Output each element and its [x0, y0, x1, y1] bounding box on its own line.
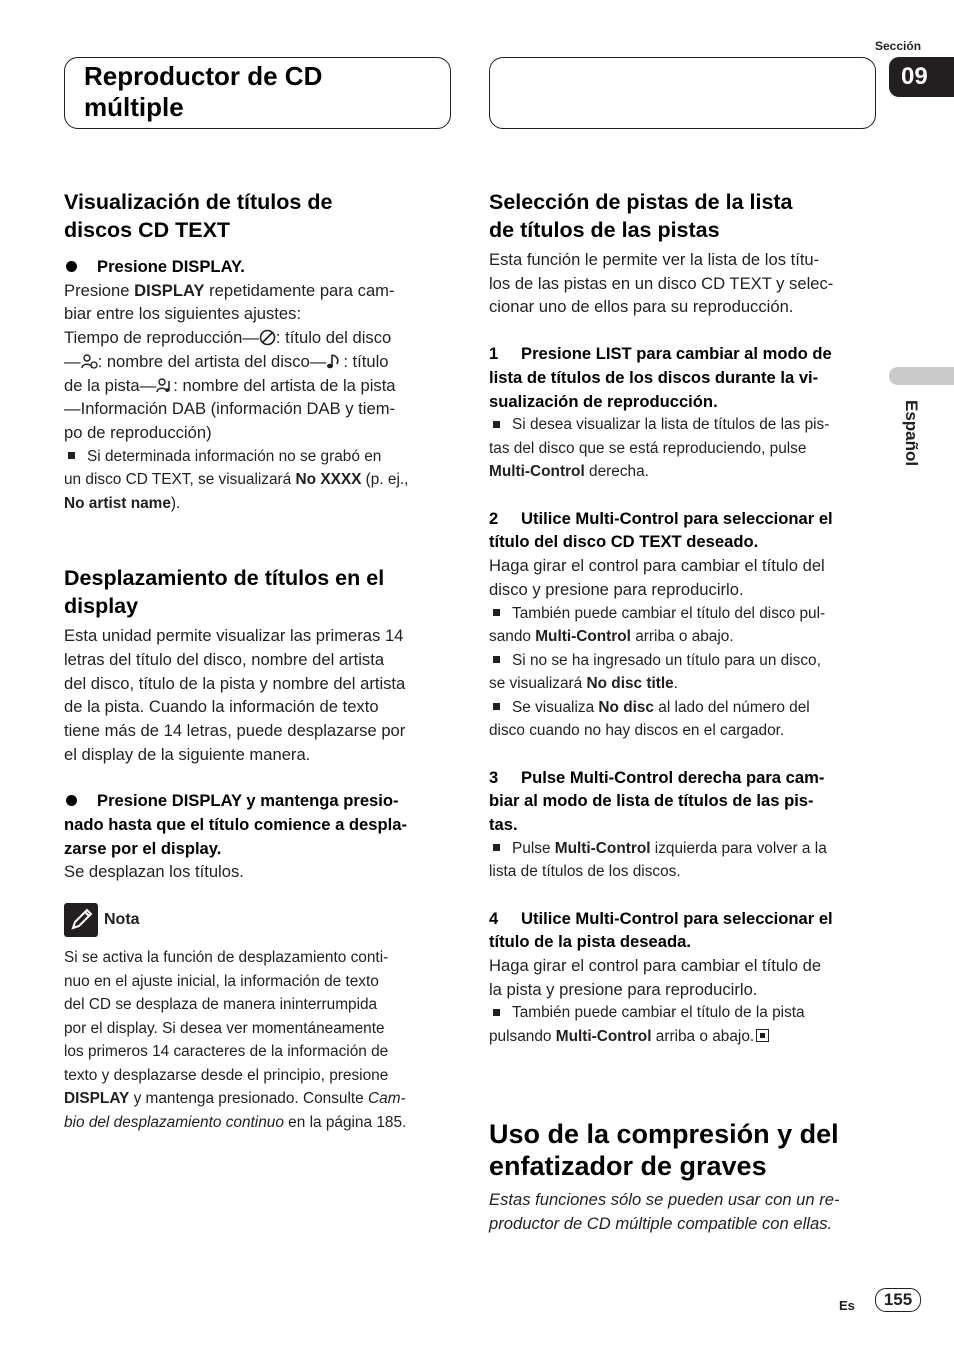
heading-visualizacion: [64, 188, 454, 244]
note-text: [64, 946, 454, 1134]
left-column: [64, 188, 454, 1134]
paragraph: cionar uno de ellos para su reproducción.: [489, 297, 794, 317]
heading-uso-l2: enfatizador de graves: [489, 1151, 767, 1182]
note-label: Nota: [104, 911, 140, 929]
bold-text: No disc: [598, 698, 654, 716]
bullet-line: [64, 789, 454, 813]
note-square-icon: [493, 844, 500, 851]
bold-text: No disc title: [586, 675, 674, 693]
paragraph: los primeros 14 caracteres de la información de: [64, 1043, 389, 1061]
cross-reference-link[interactable]: bio del desplazamiento continuo: [64, 1113, 284, 1131]
text: Si desea visualizar la lista de títulos de las pis-: [512, 416, 830, 434]
heading-desplazamiento-l1: Desplazamiento de títulos en el: [64, 566, 385, 591]
bold-text: Multi-Control: [489, 463, 585, 481]
note-header: [64, 903, 454, 937]
paragraph: los de las pistas en un disco CD TEXT y selec-: [489, 273, 834, 293]
step-line: título de la pista deseada.: [489, 932, 691, 952]
text: sando: [489, 628, 536, 646]
text: : título del disco: [275, 328, 392, 348]
bullet-dot-icon: [66, 795, 77, 806]
bullet-step-scroll: [64, 789, 454, 860]
bold-text: Multi-Control: [555, 1027, 652, 1045]
track-artist-icon: [156, 377, 173, 394]
bullet-line: zarse por el display.: [64, 838, 222, 858]
text: un disco CD TEXT, se visualizará: [64, 471, 296, 489]
paragraph: disco y presione para reproducirlo.: [489, 579, 744, 599]
step-1: [489, 342, 879, 413]
paragraph: del CD se desplaza de manera ininterrumpida: [64, 996, 378, 1014]
paragraph: por el display. Si desea ver momentáneamente: [64, 1019, 385, 1037]
bullet-step: [64, 255, 454, 279]
text: Si no se ha ingresado un título para un disco,: [512, 651, 821, 669]
step-2-notes: [489, 602, 879, 743]
text: se visualizará: [489, 675, 587, 693]
note-item: [489, 625, 879, 649]
text: en la página 185.: [283, 1113, 407, 1131]
step-line: biar al modo de lista de títulos de las pis-: [489, 791, 814, 811]
step-line: lista de títulos de los discos durante la vi-: [489, 367, 819, 387]
step-line: [489, 342, 879, 366]
paragraph: [64, 279, 454, 303]
step-4-note: [489, 1001, 879, 1048]
paragraph: Estas funciones sólo se pueden usar con un re-: [489, 1190, 840, 1210]
paragraph: letras del título del disco, nombre del artista: [64, 649, 385, 669]
note-square-icon: [493, 421, 500, 428]
heading-seleccion-l2: de títulos de las pistas: [489, 218, 720, 242]
text: derecha.: [584, 463, 649, 481]
step-number: 1: [489, 344, 499, 364]
note-item: tas del disco que se está reproduciendo, pulse: [489, 439, 807, 457]
language-label: Español: [902, 400, 921, 467]
text: (p. ej.,: [361, 471, 409, 489]
section-badge: 09: [889, 57, 954, 97]
note-item-cont: [64, 468, 454, 492]
paragraph: Esta unidad permite visualizar las primeras 14: [64, 626, 404, 646]
heading-visualizacion-l2: discos CD TEXT: [64, 218, 231, 242]
text: Pulse: [512, 839, 555, 857]
paragraph: biar entre los siguientes ajustes:: [64, 304, 302, 324]
step-line: [489, 507, 879, 531]
paragraph: Si se activa la función de desplazamiento conti-: [64, 949, 389, 967]
bullet-text: Presione DISPLAY.: [97, 257, 245, 276]
note-item: [489, 837, 879, 861]
paragraph-block: [64, 624, 454, 766]
text: —: [64, 351, 81, 371]
text: Se visualiza: [512, 698, 599, 716]
bold-text: DISPLAY: [134, 280, 205, 300]
paragraph: [64, 1087, 454, 1111]
heading-seleccion: [489, 188, 879, 244]
paragraph: el display de la siguiente manera.: [64, 744, 311, 764]
text: Tiempo de reproducción—: [64, 328, 259, 348]
disc-title-icon: [259, 329, 276, 346]
note-item: [489, 672, 879, 696]
note-item: [489, 460, 879, 484]
track-title-icon: [326, 353, 343, 370]
language-tab: [889, 367, 954, 385]
heading-uso-l1: Uso de la compresión y del: [489, 1119, 839, 1150]
note-item: lista de títulos de los discos.: [489, 863, 681, 881]
header-empty-box: [489, 57, 876, 129]
heading-visualizacion-l1: Visualización de títulos de: [64, 190, 333, 214]
note-square-icon: [493, 656, 500, 663]
paragraph: productor de CD múltiple compatible con ellas.: [489, 1214, 833, 1234]
text: y mantenga presionado. Consulte: [129, 1090, 369, 1108]
text: pulsando: [489, 1027, 556, 1045]
text: : título: [343, 351, 389, 371]
paragraph: Haga girar el control para cambiar el título del: [489, 556, 825, 576]
text: Pulse Multi-Control derecha para cam-: [521, 767, 825, 787]
paragraph: po de reproducción): [64, 422, 212, 442]
step-number: 3: [489, 767, 499, 787]
paragraph: tiene más de 14 letras, puede desplazarse por: [64, 720, 406, 740]
bullet-dot-icon: [66, 261, 77, 272]
note-item: [489, 602, 879, 626]
text: También puede cambiar el título del disco pul-: [512, 604, 826, 622]
text: izquierda para volver a la: [650, 839, 827, 857]
text: También puede cambiar el título de la pista: [512, 1004, 805, 1022]
bold-text: No XXXX: [295, 471, 362, 489]
page-title-line2: múltiple: [84, 92, 184, 122]
pencil-note-icon: [64, 903, 98, 937]
text: arriba o abajo.: [651, 1027, 755, 1045]
italic-text: Cam-: [368, 1090, 406, 1108]
note-item: [489, 1025, 879, 1049]
bold-text: Multi-Control: [535, 628, 631, 646]
end-mark-icon: [756, 1029, 769, 1042]
note-item: [489, 413, 879, 437]
page-title: [84, 61, 322, 123]
paragraph: Esta función le permite ver la lista de los títu-: [489, 250, 820, 269]
note-square-icon: [493, 703, 500, 710]
bold-text: No artist name: [64, 494, 171, 512]
text: Presione: [64, 280, 135, 300]
text: Presione LIST para cambiar al modo de: [521, 344, 832, 364]
text: Si determinada información no se grabó en: [87, 447, 382, 465]
note-item: [489, 649, 879, 673]
paragraph: [64, 350, 454, 374]
paragraph: Haga girar el control para cambiar el título de: [489, 956, 822, 976]
step-3-note: [489, 837, 879, 884]
bullet-line: nado hasta que el título comience a despla-: [64, 815, 408, 835]
text: Utilice Multi-Control para seleccionar el: [521, 508, 833, 528]
bold-text: Multi-Control: [554, 839, 651, 857]
right-column: [489, 188, 879, 1236]
heading-desplazamiento-l2: display: [64, 594, 139, 619]
disc-artist-icon: [81, 353, 98, 370]
paragraph: texto y desplazarse desde el principio, presione: [64, 1066, 389, 1084]
paragraph-block: [489, 248, 879, 319]
step-line: sualización de reproducción.: [489, 391, 718, 411]
paragraph: —Información DAB (información DAB y tiem-: [64, 399, 396, 419]
text: arriba o abajo.: [630, 628, 734, 646]
text: : nombre del artista de la pista: [173, 375, 396, 395]
paragraph: del disco, título de la pista y nombre del artista: [64, 673, 406, 693]
paragraph: la pista y presione para reproducirlo.: [489, 979, 758, 999]
heading-seleccion-l1: Selección de pistas de la lista: [489, 190, 793, 214]
text: : nombre del artista del disco—: [97, 351, 327, 371]
text: al lado del número del: [654, 698, 810, 716]
text: ).: [170, 494, 181, 512]
text: Presione DISPLAY y mantenga presio-: [97, 791, 399, 811]
paragraph: Se desplazan los títulos.: [64, 862, 244, 882]
step-line: [489, 907, 879, 931]
text: .: [673, 675, 679, 693]
bold-text: DISPLAY: [64, 1090, 130, 1108]
footer-lang-code: Es: [839, 1298, 855, 1313]
intro-italic: [489, 1188, 879, 1235]
step-1-note: [489, 413, 879, 484]
paragraph: nuo en el ajuste inicial, la información de texto: [64, 972, 379, 990]
note-square-icon: [493, 609, 500, 616]
text: de la pista—: [64, 375, 157, 395]
paragraph: [64, 374, 454, 398]
note-item: [489, 1001, 879, 1025]
note-item: [64, 445, 454, 469]
paragraph: [64, 1111, 454, 1135]
note-item-cont: [64, 492, 454, 516]
step-2: [489, 507, 879, 554]
note-item: disco cuando no hay discos en el cargador.: [489, 722, 785, 740]
section-label: Sección: [875, 39, 922, 53]
page-title-line1: Reproductor de CD: [84, 61, 323, 91]
paragraph: [64, 326, 454, 350]
note-square-icon: [493, 1009, 500, 1016]
step-4: [489, 907, 879, 954]
step-number: 2: [489, 508, 499, 528]
step-3: [489, 766, 879, 837]
paragraph: de la pista. Cuando la información de texto: [64, 697, 379, 717]
step-line: título del disco CD TEXT deseado.: [489, 532, 759, 552]
note-item: [489, 696, 879, 720]
text: repetidamente para cam-: [204, 280, 395, 300]
step-line: tas.: [489, 814, 518, 834]
heading-desplazamiento: [64, 564, 454, 620]
note-square-icon: [68, 452, 75, 459]
step-line: [489, 766, 879, 790]
page-number: 155: [875, 1288, 921, 1312]
heading-uso-compresion: [489, 1118, 879, 1182]
step-number: 4: [489, 908, 499, 928]
text: Utilice Multi-Control para seleccionar el: [521, 908, 833, 928]
